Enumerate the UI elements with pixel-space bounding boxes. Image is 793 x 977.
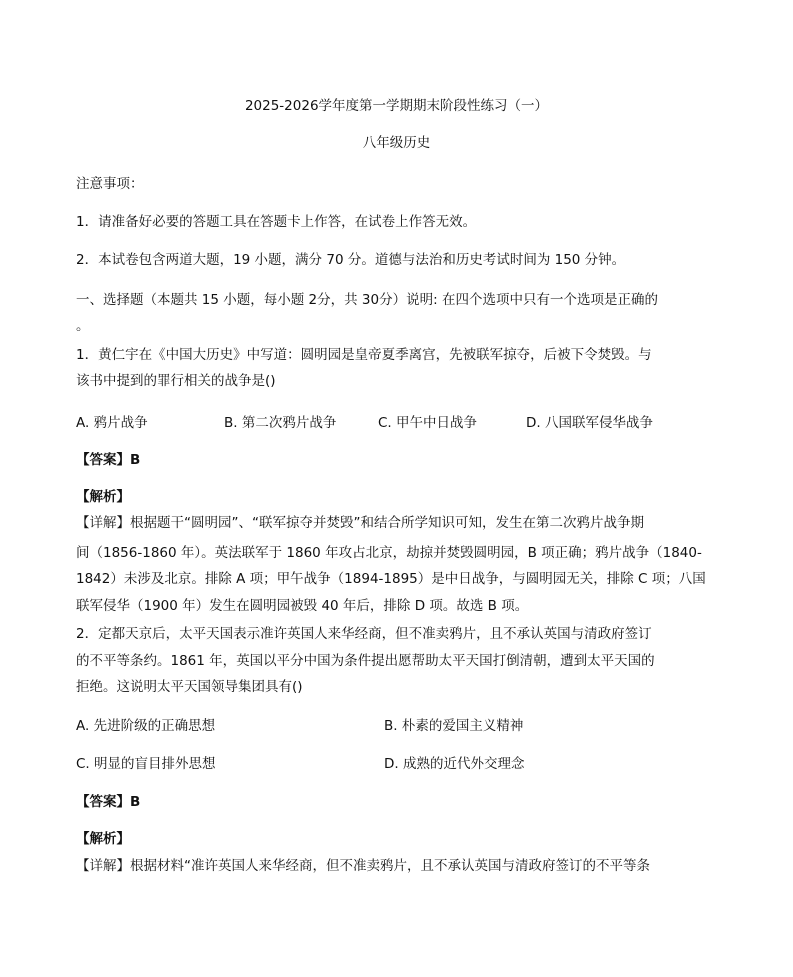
- section-heading: 一、选择题（本题共 15 小题，每小题 2分，共 30分）说明: 在四个选项中只有一个选项是正确的: [76, 292, 658, 308]
- analysis-heading: 【解析】: [76, 489, 130, 505]
- answer: 【答案】B: [76, 794, 141, 810]
- option-c: C. 甲午中日战争: [378, 415, 478, 431]
- question-text: 2．定都天京后，太平天国表示准许英国人来华经商，但不准卖鸦片，且不承认英国与清政府签订: [76, 626, 652, 642]
- question-text: 该书中提到的罪行相关的战争是(): [76, 373, 276, 389]
- answer: 【答案】B: [76, 452, 141, 468]
- option-a: A. 鸦片战争: [76, 415, 148, 431]
- page-subtitle: 八年级历史: [362, 135, 431, 151]
- question-text: 的不平等条约。1861 年，英国以平分中国为条件提出愿帮助太平天国打倒清朝，遭到太平天国的: [76, 653, 655, 669]
- detail-text: 1842）未涉及北京。排除 A 项；甲午战争（1894-1895）是中日战争，与圆明园无关，排除 C 项；八国: [76, 571, 706, 587]
- option-d: D. 成熟的近代外交理念: [384, 756, 525, 772]
- option-a: A. 先进阶级的正确思想: [76, 718, 216, 734]
- option-b: B. 朴素的爱国主义精神: [384, 718, 524, 734]
- option-d: D. 八国联军侵华战争: [526, 415, 653, 431]
- detail-text: 联军侵华（1900 年）发生在圆明园被毁 40 年后，排除 D 项。故选 B 项。: [76, 598, 529, 614]
- notice-item-2: 2．本试卷包含两道大题，19 小题，满分 70 分。道德与法治和历史考试时间为 150 分钟。: [76, 252, 626, 268]
- option-b: B. 第二次鸦片战争: [224, 415, 337, 431]
- notice-heading: 注意事项：: [76, 176, 144, 192]
- page-title: 2025-2026学年度第一学期期末阶段性练习（一）: [244, 98, 549, 114]
- detail-text: 【详解】根据题干“圆明园”、“联军掠夺并焚毁”和结合所学知识可知，发生在第二次鸦片战争期: [76, 515, 644, 531]
- analysis-heading: 【解析】: [76, 831, 130, 847]
- notice-item-1: 1．请准备好必要的答题工具在答题卡上作答，在试卷上作答无效。: [76, 214, 477, 230]
- section-heading-cont: 。: [76, 318, 90, 334]
- detail-text: 【详解】根据材料“准许英国人来华经商，但不准卖鸦片，且不承认英国与清政府签订的不平等条: [76, 858, 650, 874]
- question-text: 拒绝。这说明太平天国领导集团具有(): [76, 679, 303, 695]
- option-c: C. 明显的盲目排外思想: [76, 756, 216, 772]
- question-text: 1．黄仁宇在《中国大历史》中写道：圆明园是皇帝夏季离宫，先被联军掠夺，后被下令焚毁。与: [76, 347, 652, 363]
- detail-text: 间（1856-1860 年）。英法联军于 1860 年攻占北京，劫掠并焚毁圆明园，B 项正确；鸦片战争（1840-: [76, 545, 702, 561]
